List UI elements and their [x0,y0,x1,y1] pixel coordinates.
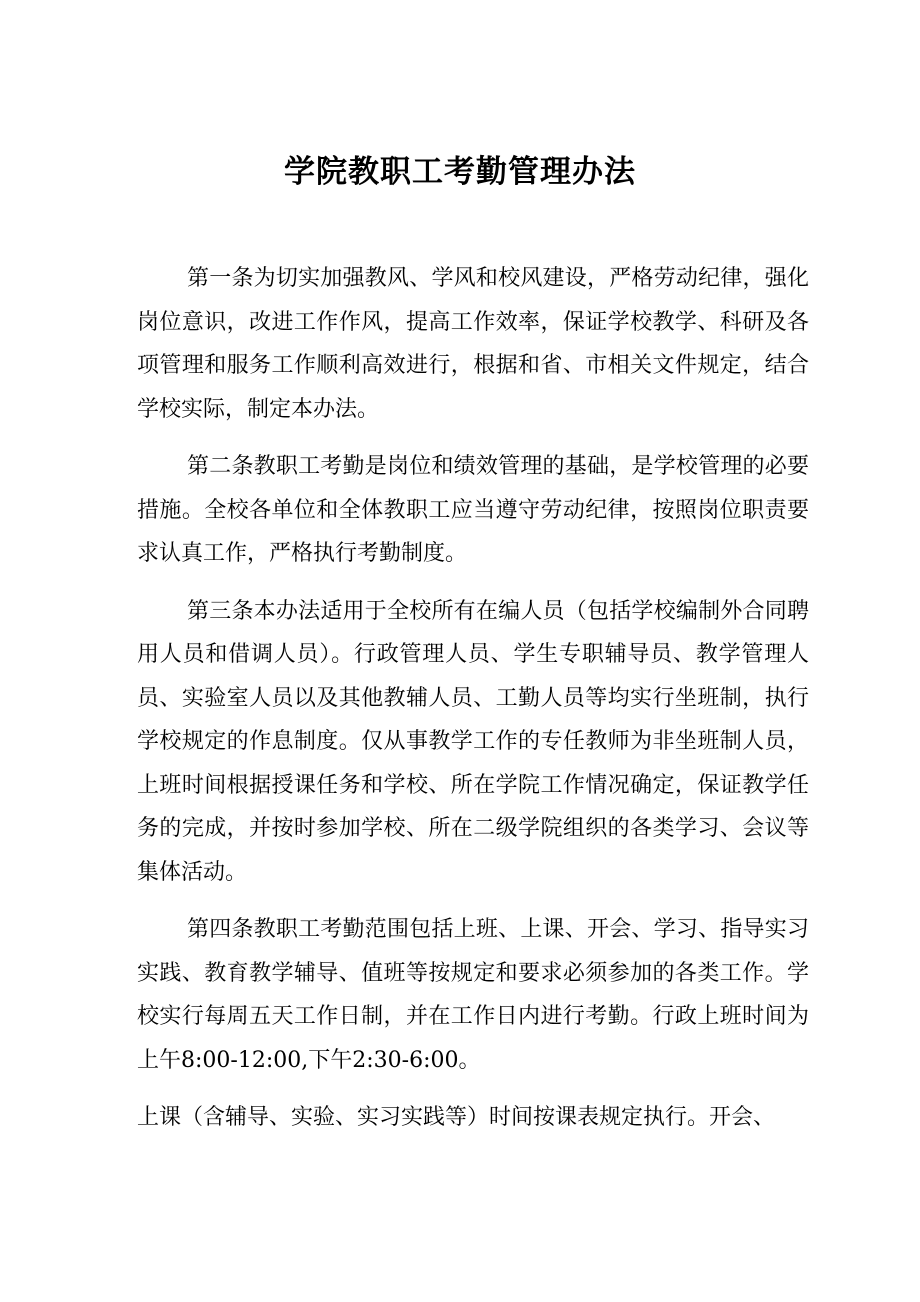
article-4-paragraph: 第四条教职工考勤范围包括上班、上课、开会、学习、指导实习实践、教育教学辅导、值班等按规定和要求必须参加的各类工作。学校实行每周五天工作日制，并在工作日内进行考勤。行政上班时间为上午8:00-12:00,下午2:30-6:00。 [137,917,809,1073]
document-body [137,257,809,1140]
document-title: 学院教职工考勤管理办法 [284,154,636,190]
article-3-paragraph: 第三条本办法适用于全校所有在编人员（包括学校编制外合同聘用人员和借调人员）。行政管理人员、学生专职辅导员、教学管理人员、实验室人员以及其他教辅人员、工勤人员等均实行坐班制，执行学校规定的作息制度。仅从事教学工作的专任教师为非坐班制人员，上班时间根据授课任务和学校、所在学院工作情况确定，保证教学任务的完成，并按时参加学校、所在二级学院组织的各类学习、会议等集体活动。 [137,598,809,885]
article-2-paragraph: 第二条教职工考勤是岗位和绩效管理的基础，是学校管理的必要措施。全校各单位和全体教职工应当遵守劳动纪律，按照岗位职责要求认真工作，严格执行考勤制度。 [137,454,809,566]
continuation-paragraph: 上课（含辅导、实验、实习实践等）时间按课表规定执行。开会、 [137,1105,776,1130]
article-1-paragraph: 第一条为切实加强教风、学风和校风建设，严格劳动纪律，强化岗位意识，改进工作作风，提高工作效率，保证学校教学、科研及各项管理和服务工作顺利高效进行，根据和省、市相关文件规定，结合学校实际，制定本办法。 [137,266,809,422]
